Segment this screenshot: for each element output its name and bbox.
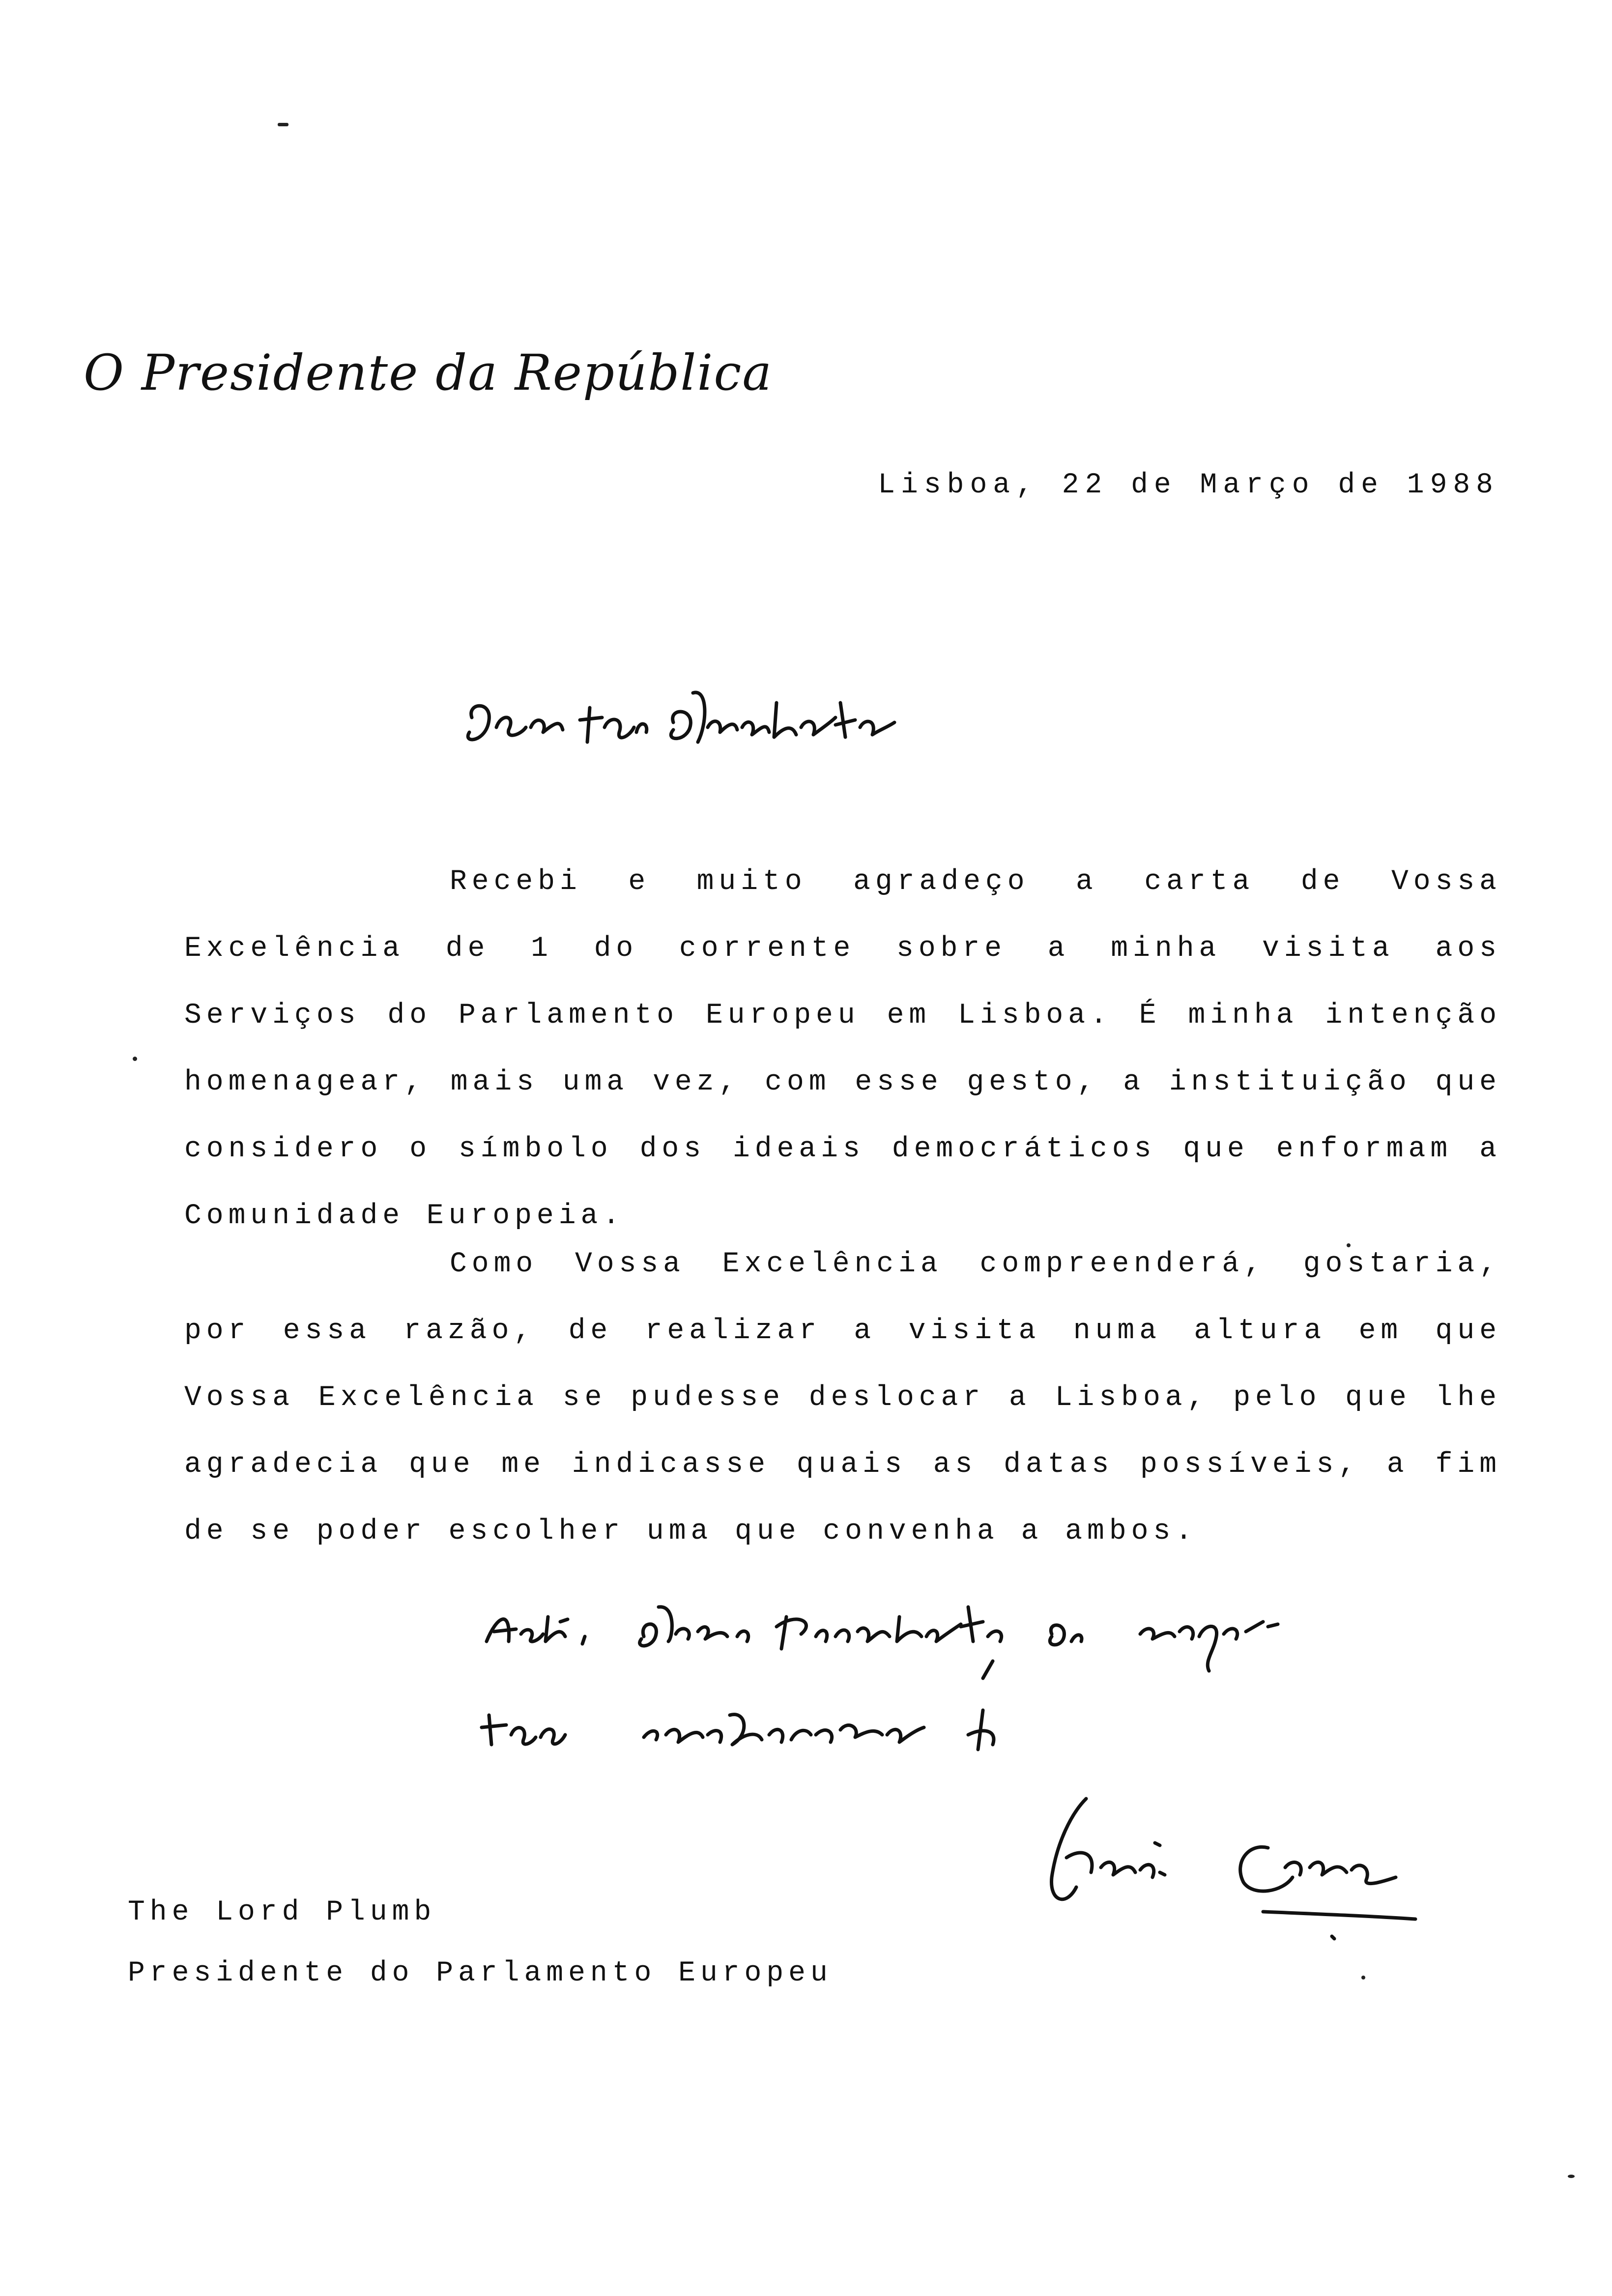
- handwritten-closing: [482, 1587, 1484, 1774]
- recipient-block: [128, 1882, 833, 2004]
- recipient-name: The Lord Plumb: [128, 1896, 436, 1928]
- scan-speck: [1361, 1976, 1365, 1980]
- handwritten-salutation: [462, 673, 914, 757]
- scan-speck: [133, 1057, 137, 1061]
- scan-speck: [1568, 2175, 1575, 2178]
- paragraph-text: Recebi e muito agradeço a carta de Vossa Excelência de 1 do corrente sobre a minha visita aos Serviços do Parlamento Europeu em Lisboa. É minha intenção homenagear, mais uma vez, com esse gesto, a instituição que considero o símbolo dos ideais democráticos que enformam a Comunidade Europeia.: [184, 866, 1501, 1232]
- paragraph-text: Como Vossa Excelência compreenderá, gostaria, por essa razão, de realizar a visita numa altura em que Vossa Excelência se pudesse deslocar a Lisboa, pelo que lhe agradecia que me indicasse quais as datas possíveis, a fim de se poder escolher uma que convenha a ambos.: [184, 1248, 1501, 1548]
- letterhead-title: O Presidente da República: [84, 344, 773, 402]
- scan-speck: [278, 123, 288, 126]
- letter-date: Lisboa, 22 de Março de 1988: [878, 469, 1499, 501]
- handwritten-signature: [1037, 1789, 1440, 1976]
- body-paragraph-2: [184, 1231, 1501, 1565]
- body-paragraph-1: [184, 849, 1501, 1250]
- recipient-title: Presidente do Parlamento Europeu: [128, 1957, 833, 1989]
